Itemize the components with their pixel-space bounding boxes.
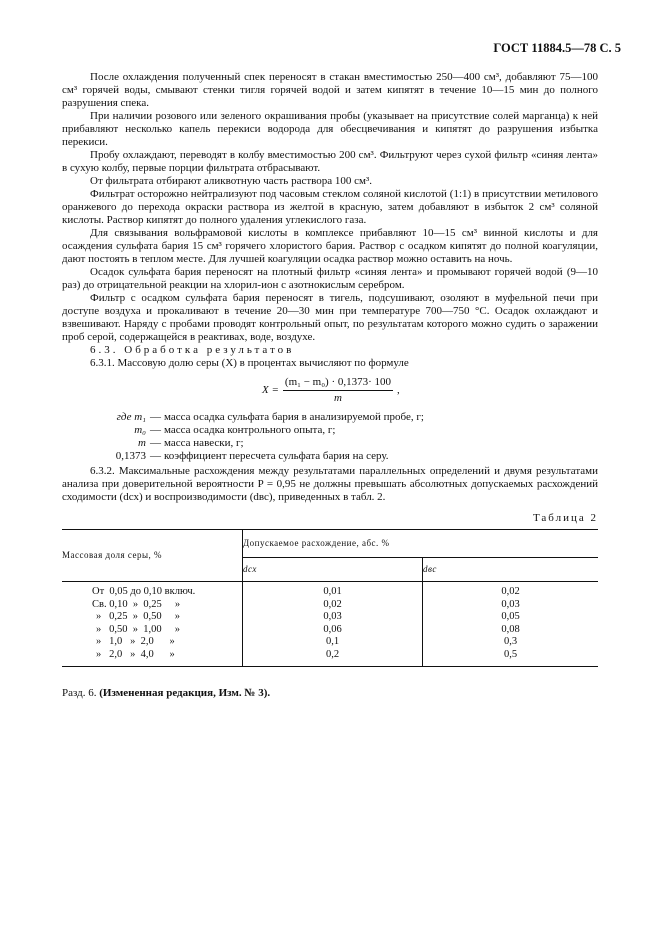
table-col-dsx	[243, 582, 423, 667]
definition-symbol: m₀	[134, 424, 146, 436]
paragraph: Осадок сульфата бария переносят на плотный фильтр «синяя лента» и промывают горячей водой (9—10 раз) до отрицательной реакции на хлорил-ион с азотнокислым серебром.	[62, 266, 598, 291]
table-header-group: Допускаемое расхождение, абс. %	[243, 530, 599, 558]
formula-fraction	[283, 376, 393, 405]
paragraph: После охлаждения полученный спек переносят в стакан вместимостью 250—400 см³, добавляют 75—100 см³ горячей воды, смывают стенки тигля горячей водой и затем кипятят в течение 10—15 мин до полного разрушения спека.	[62, 71, 598, 109]
footer-note	[62, 687, 598, 700]
footer-prefix: Разд. 6.	[62, 687, 97, 699]
table-cell-dsx: 0,01	[323, 586, 342, 597]
table-header-share: Массовая доля серы, %	[62, 530, 243, 582]
table-cell-dsx: 0,06	[323, 623, 342, 635]
table-cell-dsx: 0,2	[325, 648, 340, 660]
definition-symbol: 0,1373	[115, 450, 146, 462]
definition-text: коэффициент пересчета сульфата бария на серу.	[164, 450, 389, 462]
formula-numerator: (m₁ − m₀) · 0,1373· 100	[283, 376, 393, 391]
table-cell-range: От 0,05 до 0,10 включ.	[92, 586, 196, 597]
table-cell-dsx: 0,1	[325, 636, 340, 647]
formula-tail: ,	[397, 384, 400, 396]
page-header: ГОСТ 11884.5—78 С. 5	[493, 41, 621, 55]
definitions	[62, 411, 598, 463]
table-cell-range: » 0,50 » 1,00 »	[96, 623, 180, 635]
paragraph: Для связывания вольфрамовой кислоты в комплексе прибавляют 10—15 см³ винной кислоты и для осаждения сульфата бария 15 см³ горячего хлористого бария. Раствор с осадком кипятят до полной коагуляции, дают постоять в теплом месте. Для лучшей коагуляции осадка раствор можно оставить на ночь.	[62, 227, 598, 265]
table-header-dvs: dвс	[423, 558, 598, 582]
tolerance-table	[62, 529, 598, 667]
definition-item: 0,1373 — коэффициент пересчета сульфата бария на серу.	[62, 450, 598, 463]
paragraph: Пробу охлаждают, переводят в колбу вместимостью 200 см³. Фильтруют через сухой фильтр «синяя лента» в сухую колбу, первые порции фильтрата отбрасывают.	[62, 149, 598, 174]
footer-bold: (Измененная редакция, Изм. № 3).	[99, 687, 271, 699]
table-caption: Таблица 2	[532, 512, 598, 524]
table-cell-range: » 1,0 » 2,0 »	[96, 636, 175, 647]
table-header-dsx: dсх	[243, 558, 423, 582]
table-cell-dvs: 0,05	[501, 611, 520, 622]
table-cell-dsx: 0,03	[323, 611, 342, 622]
table-cell-dvs: 0,03	[501, 598, 520, 610]
table-cell-dvs: 0,3	[503, 636, 518, 647]
table-cell-dvs: 0,08	[501, 623, 520, 635]
table-cell-dvs: 0,5	[503, 648, 518, 660]
table-col-dvs	[423, 582, 598, 667]
definition-symbol: m	[138, 437, 146, 449]
formula	[262, 376, 598, 405]
paragraph: Фильтрат осторожно нейтрализуют под часовым стеклом соляной кислотой (1:1) в присутствии метилового оранжевого до перехода окраски раствора из желтой в красную, затем добавляют в избыток 2 см³ соляной кислоты. Раствор кипятят до полного удаления углекислого газа.	[62, 188, 598, 226]
table-col-range	[62, 582, 243, 667]
section-paragraph: 6.3.2. Максимальные расхождения между результатами параллельных определений и двумя результатами анализа при доверительной вероятности P = 0,95 не должны превышать абсолютных допускаемых расхождений сходимости (dсх) и воспроизводимости (dвс), приведенных в табл. 2.	[62, 465, 598, 503]
table-cell-range: » 2,0 » 4,0 »	[96, 648, 175, 660]
definition-item: m — масса навески, г;	[62, 437, 598, 450]
formula-lhs: X =	[262, 384, 279, 396]
paragraph: Фильтр с осадком сульфата бария переносят в тигель, подсушивают, озоляют в муфельной печи при доступе воздуха и прокаливают в течение 20—30 мин при температуре 700—750 °С. Осадок охлаждают и взвешивают. Наряду с пробами проводят контрольный опыт, по результатам которого можно судить о заражении проб серой, содержащейся в реактивах, воде, воздухе.	[62, 292, 598, 343]
definition-item: где m₁ — масса осадка сульфата бария в анализируемой пробе, г;	[62, 411, 598, 424]
table-cell-dvs: 0,02	[501, 586, 520, 597]
definition-text: масса осадка сульфата бария в анализируемой пробе, г;	[164, 411, 424, 423]
paragraph: При наличии розового или зеленого окрашивания пробы (указывает на присутствие солей марганца) к ней прибавляют несколько капель перекиси водорода для обесцвечивания и кипятят до разрушения избытка перекиси.	[62, 110, 598, 148]
definition-symbol: где m₁	[116, 411, 146, 423]
definition-text: масса осадка контрольного опыта, г;	[164, 424, 336, 436]
formula-denominator: m	[334, 392, 342, 404]
table-cell-range: Св. 0,10 » 0,25 »	[92, 598, 181, 610]
paragraph: От фильтрата отбирают аликвотную часть раствора 100 см³.	[90, 175, 373, 187]
table-cell-dsx: 0,02	[323, 598, 342, 610]
definition-item: m₀ — масса осадка контрольного опыта, г;	[62, 424, 598, 437]
section-heading: 6.3. Обработка результатов	[90, 344, 295, 356]
table-cell-range: » 0,25 » 0,50 »	[96, 611, 180, 622]
section-intro: 6.3.1. Массовую долю серы (X) в процентах вычисляют по формуле	[90, 357, 409, 369]
document-body	[62, 71, 598, 700]
definition-text: масса навески, г;	[164, 437, 244, 449]
